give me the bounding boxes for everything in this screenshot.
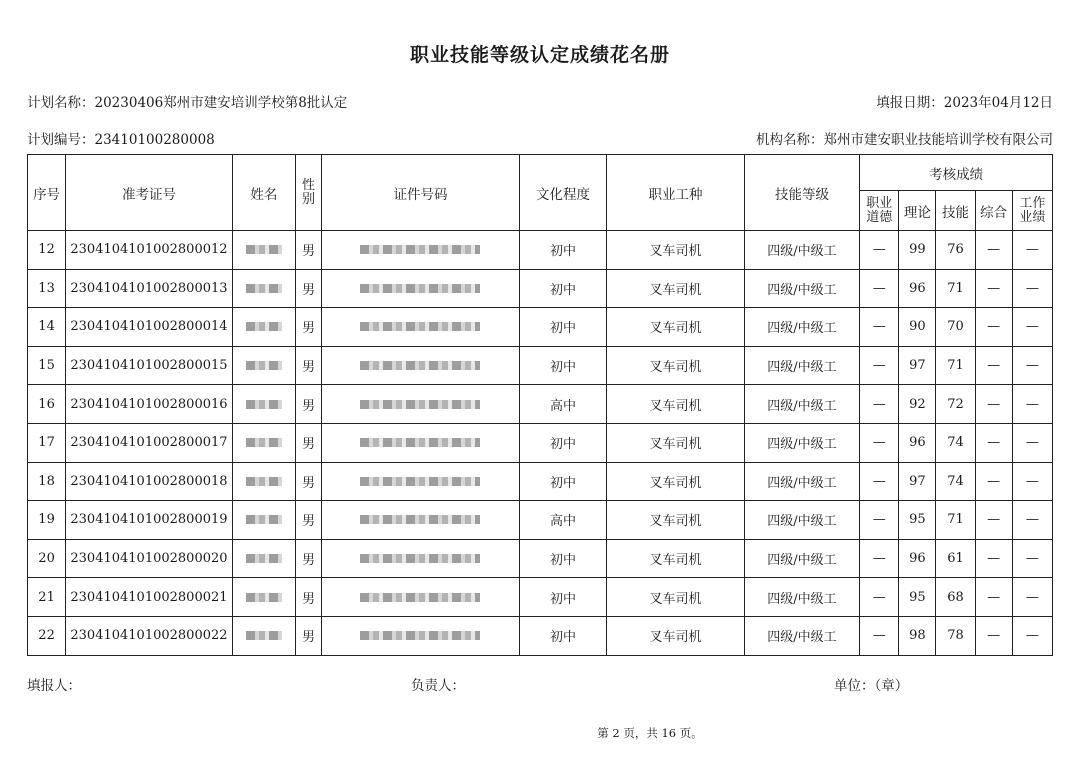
redacted-id-mask [360,554,480,563]
row-id-redacted [322,462,520,501]
row-exam-number: 2304104101002800012 [66,231,233,270]
row-comprehensive-score: — [975,269,1012,308]
row-skill-score: 71 [936,501,975,540]
row-id-redacted [322,501,520,540]
row-comprehensive-score: — [975,616,1012,655]
table-row [28,231,1053,270]
redacted-name-mask [246,361,282,370]
score-roster-table [27,154,1053,656]
redacted-id-mask [360,631,480,640]
row-ethics-score: — [860,501,899,540]
unit-seal-label: 单位：（章） [834,678,909,694]
row-id-redacted [322,385,520,424]
table-row [28,616,1053,655]
table-row [28,308,1053,347]
row-comprehensive-score: — [975,578,1012,617]
row-education: 初中 [519,269,606,308]
row-comprehensive-score: — [975,423,1012,462]
row-performance-score: — [1012,308,1052,347]
row-occupation: 叉车司机 [607,578,745,617]
redacted-name-mask [246,593,282,602]
row-comprehensive-score: — [975,231,1012,270]
row-skill-score: 76 [936,231,975,270]
row-seq: 18 [28,462,66,501]
row-education: 高中 [519,501,606,540]
row-occupation: 叉车司机 [607,385,745,424]
row-ethics-score: — [860,269,899,308]
row-education: 初中 [519,231,606,270]
row-exam-number: 2304104101002800018 [66,462,233,501]
row-performance-score: — [1012,462,1052,501]
row-theory-score: 97 [899,462,936,501]
redacted-name-mask [246,477,282,486]
redacted-id-mask [360,438,480,447]
table-row [28,423,1053,462]
row-occupation: 叉车司机 [607,308,745,347]
row-gender: 男 [296,385,322,424]
row-id-redacted [322,346,520,385]
row-gender: 男 [296,539,322,578]
header-education: 文化程度 [519,155,606,231]
row-education: 初中 [519,423,606,462]
row-performance-score: — [1012,231,1052,270]
row-seq: 21 [28,578,66,617]
header-gender: 性别 [296,155,322,231]
row-performance-score: — [1012,346,1052,385]
plan-name: 计划名称：20230406郑州市建安培训学校第8批认定 [27,95,348,111]
row-ethics-score: — [860,539,899,578]
row-occupation: 叉车司机 [607,231,745,270]
redacted-id-mask [360,322,480,331]
row-skill-level: 四级/中级工 [744,385,859,424]
header-name: 姓名 [232,155,295,231]
header-scores: 考核成绩 [860,155,1053,191]
redacted-id-mask [360,245,480,254]
row-name-redacted [232,269,295,308]
header-performance: 工作业绩 [1012,191,1052,231]
redacted-name-mask [246,515,282,524]
row-skill-level: 四级/中级工 [744,616,859,655]
row-skill-score: 72 [936,385,975,424]
redacted-name-mask [246,438,282,447]
row-skill-score: 71 [936,346,975,385]
row-id-redacted [322,539,520,578]
redacted-name-mask [246,554,282,563]
row-gender: 男 [296,308,322,347]
row-occupation: 叉车司机 [607,423,745,462]
row-name-redacted [232,308,295,347]
row-id-redacted [322,231,520,270]
row-seq: 14 [28,308,66,347]
row-ethics-score: — [860,578,899,617]
row-occupation: 叉车司机 [607,269,745,308]
row-exam-number: 2304104101002800019 [66,501,233,540]
row-comprehensive-score: — [975,308,1012,347]
row-ethics-score: — [860,423,899,462]
row-ethics-score: — [860,616,899,655]
roster-body [28,231,1053,656]
row-skill-level: 四级/中级工 [744,346,859,385]
header-ethics: 职业道德 [860,191,899,231]
row-theory-score: 99 [899,231,936,270]
row-seq: 16 [28,385,66,424]
row-gender: 男 [296,231,322,270]
row-performance-score: — [1012,385,1052,424]
table-row [28,501,1053,540]
row-id-redacted [322,578,520,617]
table-row [28,346,1053,385]
row-education: 高中 [519,385,606,424]
header-skill: 技能 [936,191,975,231]
row-theory-score: 98 [899,616,936,655]
row-skill-level: 四级/中级工 [744,423,859,462]
table-row [28,462,1053,501]
row-ethics-score: — [860,308,899,347]
row-seq: 13 [28,269,66,308]
row-skill-level: 四级/中级工 [744,501,859,540]
row-name-redacted [232,539,295,578]
redacted-id-mask [360,515,480,524]
row-skill-level: 四级/中级工 [744,269,859,308]
row-seq: 15 [28,346,66,385]
row-skill-level: 四级/中级工 [744,539,859,578]
row-skill-score: 71 [936,269,975,308]
redacted-id-mask [360,361,480,370]
row-name-redacted [232,616,295,655]
row-name-redacted [232,346,295,385]
row-id-redacted [322,308,520,347]
row-id-redacted [322,269,520,308]
row-theory-score: 96 [899,423,936,462]
row-education: 初中 [519,578,606,617]
row-skill-level: 四级/中级工 [744,578,859,617]
header-seq: 序号 [28,155,66,231]
row-education: 初中 [519,346,606,385]
row-gender: 男 [296,501,322,540]
row-exam-number: 2304104101002800022 [66,616,233,655]
row-seq: 12 [28,231,66,270]
redacted-id-mask [360,284,480,293]
header-exam-number: 准考证号 [66,155,233,231]
page-title: 职业技能等级认定成绩花名册 [409,44,670,66]
row-performance-score: — [1012,501,1052,540]
row-seq: 17 [28,423,66,462]
row-education: 初中 [519,616,606,655]
row-ethics-score: — [860,385,899,424]
row-theory-score: 95 [899,578,936,617]
row-skill-score: 74 [936,423,975,462]
row-seq: 20 [28,539,66,578]
redacted-name-mask [246,400,282,409]
row-ethics-score: — [860,231,899,270]
row-comprehensive-score: — [975,539,1012,578]
organization-name: 机构名称：郑州市建安职业技能培训学校有限公司 [756,132,1053,148]
row-theory-score: 96 [899,269,936,308]
row-name-redacted [232,462,295,501]
row-exam-number: 2304104101002800021 [66,578,233,617]
row-theory-score: 95 [899,501,936,540]
row-seq: 22 [28,616,66,655]
redacted-name-mask [246,284,282,293]
header-skill-level: 技能等级 [744,155,859,231]
row-exam-number: 2304104101002800017 [66,423,233,462]
header-id-number: 证件号码 [322,155,520,231]
report-date: 填报日期：2023年04月12日 [876,95,1053,111]
header-comprehensive: 综合 [975,191,1012,231]
row-skill-score: 78 [936,616,975,655]
redacted-id-mask [360,477,480,486]
row-exam-number: 2304104101002800020 [66,539,233,578]
row-education: 初中 [519,308,606,347]
row-comprehensive-score: — [975,501,1012,540]
row-skill-score: 61 [936,539,975,578]
row-occupation: 叉车司机 [607,501,745,540]
row-occupation: 叉车司机 [607,539,745,578]
row-education: 初中 [519,462,606,501]
row-skill-score: 70 [936,308,975,347]
row-occupation: 叉车司机 [607,616,745,655]
row-exam-number: 2304104101002800014 [66,308,233,347]
row-theory-score: 97 [899,346,936,385]
row-comprehensive-score: — [975,462,1012,501]
redacted-id-mask [360,400,480,409]
row-name-redacted [232,578,295,617]
row-name-redacted [232,385,295,424]
row-gender: 男 [296,616,322,655]
row-gender: 男 [296,346,322,385]
row-occupation: 叉车司机 [607,462,745,501]
plan-number: 计划编号：23410100280008 [27,132,215,148]
row-performance-score: — [1012,578,1052,617]
row-gender: 男 [296,462,322,501]
redacted-id-mask [360,593,480,602]
row-id-redacted [322,423,520,462]
row-exam-number: 2304104101002800013 [66,269,233,308]
row-performance-score: — [1012,539,1052,578]
reporter-label: 填报人： [27,678,81,694]
row-skill-level: 四级/中级工 [744,462,859,501]
header-theory: 理论 [899,191,936,231]
row-name-redacted [232,501,295,540]
table-row [28,385,1053,424]
row-comprehensive-score: — [975,346,1012,385]
row-name-redacted [232,423,295,462]
row-exam-number: 2304104101002800015 [66,346,233,385]
row-ethics-score: — [860,462,899,501]
row-gender: 男 [296,423,322,462]
table-row [28,578,1053,617]
row-exam-number: 2304104101002800016 [66,385,233,424]
row-comprehensive-score: — [975,385,1012,424]
row-performance-score: — [1012,269,1052,308]
table-row [28,269,1053,308]
row-id-redacted [322,616,520,655]
header-occupation: 职业工种 [607,155,745,231]
row-theory-score: 92 [899,385,936,424]
row-occupation: 叉车司机 [607,346,745,385]
row-theory-score: 96 [899,539,936,578]
row-education: 初中 [519,539,606,578]
row-performance-score: — [1012,423,1052,462]
row-seq: 19 [28,501,66,540]
row-skill-score: 74 [936,462,975,501]
row-skill-level: 四级/中级工 [744,231,859,270]
row-name-redacted [232,231,295,270]
row-gender: 男 [296,578,322,617]
redacted-name-mask [246,322,282,331]
row-skill-level: 四级/中级工 [744,308,859,347]
redacted-name-mask [246,245,282,254]
row-skill-score: 68 [936,578,975,617]
responsible-label: 负责人： [411,678,465,694]
page-info: 第 2 页，共 16 页。 [597,726,703,740]
redacted-name-mask [246,631,282,640]
row-ethics-score: — [860,346,899,385]
row-performance-score: — [1012,616,1052,655]
table-row [28,539,1053,578]
row-gender: 男 [296,269,322,308]
row-theory-score: 90 [899,308,936,347]
